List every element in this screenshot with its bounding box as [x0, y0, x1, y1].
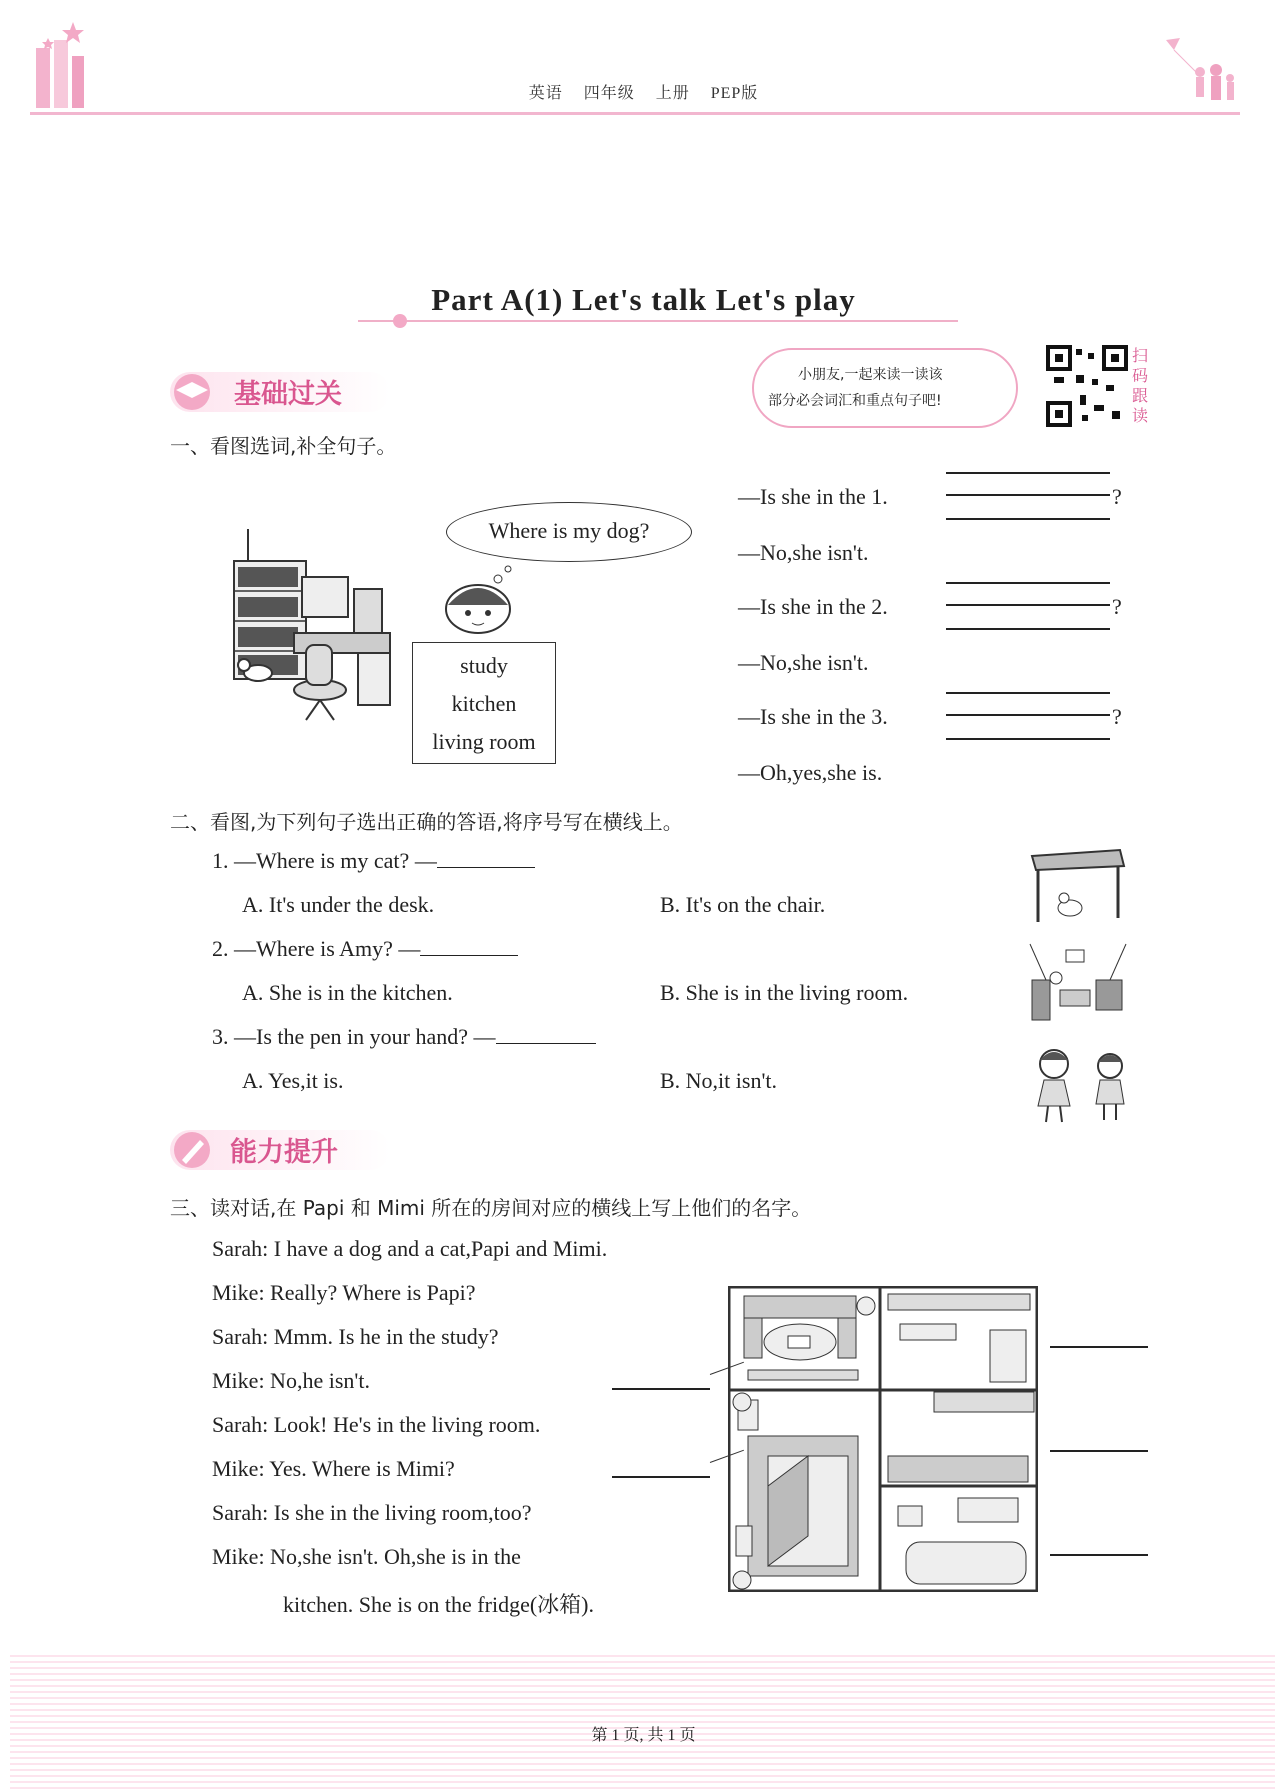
living-room-icon	[1026, 940, 1130, 1024]
option-3b: B. No,it isn't.	[660, 1068, 778, 1093]
word-option: study	[460, 653, 508, 678]
girls-icon	[1026, 1044, 1136, 1126]
header-info	[0, 80, 1287, 103]
section2-instruction: 二、看图,为下列句子选出正确的答语,将序号写在横线上。	[170, 810, 683, 834]
qr-code-icon	[1046, 345, 1128, 427]
dialogue-line-3: —Is she in the 2.	[738, 594, 888, 619]
s3-dialogue-line: Mike: No,she isn't. Oh,she is in the	[212, 1544, 521, 1569]
question-mark: ?	[1112, 484, 1122, 509]
living-room-amy-illustration	[1026, 940, 1130, 1024]
dialogue-line-1: —Is she in the 1.	[738, 484, 888, 509]
answer-blank-living-room[interactable]	[612, 1388, 710, 1390]
qr-label-char: 码	[1132, 366, 1149, 385]
answer-blank-study[interactable]	[1050, 1450, 1148, 1452]
dialogue-line-4: —No,she isn't.	[738, 650, 869, 675]
word-option: living room	[432, 729, 536, 754]
question-mark: ?	[1112, 594, 1122, 619]
qr-label-char: 跟	[1132, 386, 1149, 405]
kids-kite-illustration	[1160, 36, 1240, 116]
question-2-text: 2. —Where is Amy? —	[212, 936, 421, 961]
option-1a: A. It's under the desk.	[242, 892, 435, 917]
option-2b: B. She is in the living room.	[660, 980, 909, 1005]
question-2	[212, 936, 518, 962]
word-box	[412, 642, 556, 764]
qr-bubble	[752, 348, 1018, 428]
girl-face-icon	[436, 565, 526, 635]
s3-dialogue-line: Mike: Yes. Where is Mimi?	[212, 1456, 455, 1481]
question-mark: ?	[1112, 704, 1122, 729]
word-option: kitchen	[451, 691, 517, 716]
floor-plan	[728, 1286, 1038, 1592]
qr-code[interactable]	[1046, 345, 1128, 427]
blank-guide	[946, 518, 1110, 520]
blank-guide	[946, 628, 1110, 630]
qr-bubble-line1: 小朋友,一起来读一读该	[798, 367, 943, 383]
s3-dialogue-line: Sarah: Mmm. Is he in the study?	[212, 1324, 499, 1349]
option-2a: A. She is in the kitchen.	[242, 980, 453, 1005]
question-1-text: 1. —Where is my cat? —	[212, 848, 437, 873]
section-basic-tag	[170, 372, 390, 412]
kids-icon	[1160, 36, 1240, 116]
s3-dialogue-line: Sarah: Look! He's in the living room.	[212, 1412, 541, 1437]
answer-blank-bedroom[interactable]	[612, 1476, 710, 1478]
blank-guide	[946, 738, 1110, 740]
qr-label-char: 读	[1132, 406, 1149, 425]
header-subject: 英语	[528, 85, 563, 102]
header-edition: PEP版	[710, 85, 759, 102]
section1-instruction: 一、看图选词,补全句子。	[170, 434, 397, 458]
s3-dialogue-line: Sarah: I have a dog and a cat,Papi and Mimi.	[212, 1236, 608, 1261]
header-divider	[30, 112, 1240, 115]
option-1b: B. It's on the chair.	[660, 892, 826, 917]
header-grade: 四年级	[583, 85, 635, 102]
floor-plan-diagram	[728, 1286, 1038, 1592]
cat-under-desk-illustration	[1026, 844, 1126, 924]
page-number: 第 1 页, 共 1 页	[591, 1727, 696, 1744]
qr-label	[1132, 346, 1154, 426]
dialogue-line-6: —Oh,yes,she is.	[738, 760, 883, 785]
girl-thinking-illustration	[436, 565, 526, 635]
answer-blank-q1[interactable]	[437, 867, 535, 868]
question-3-text: 3. —Is the pen in your hand? —	[212, 1024, 496, 1049]
page-title: Part A(1) Let's talk Let's play	[431, 282, 856, 317]
blank-guide	[946, 582, 1110, 584]
answer-blank-bathroom[interactable]	[1050, 1554, 1148, 1556]
speech-bubble	[446, 502, 692, 562]
speech-bubble-text: Where is my dog?	[488, 518, 650, 543]
section-advanced-tag	[170, 1130, 390, 1170]
answer-blank-1[interactable]	[946, 494, 1110, 496]
answer-blank-kitchen[interactable]	[1050, 1346, 1148, 1348]
question-3	[212, 1024, 596, 1050]
rocket-icon	[170, 1130, 216, 1170]
section-advanced-label: 能力提升	[230, 1137, 338, 1168]
study-room-illustration	[228, 525, 398, 725]
dialogue-line-5: —Is she in the 3.	[738, 704, 888, 729]
question-1	[212, 848, 535, 874]
two-girls-illustration	[1026, 1044, 1136, 1126]
option-3a: A. Yes,it is.	[242, 1068, 344, 1093]
study-room-icon	[228, 525, 398, 725]
qr-label-char: 扫	[1132, 346, 1149, 365]
header-volume: 上册	[655, 85, 690, 102]
answer-blank-3[interactable]	[946, 714, 1110, 716]
desk-cat-icon	[1026, 844, 1126, 924]
s3-dialogue-line: Mike: Really? Where is Papi?	[212, 1280, 476, 1305]
graduation-cap-icon	[170, 372, 216, 412]
section-basic-label: 基础过关	[234, 379, 342, 410]
dialogue-line-2: —No,she isn't.	[738, 540, 869, 565]
title-underline	[358, 320, 958, 322]
answer-blank-q3[interactable]	[496, 1043, 596, 1044]
answer-blank-2[interactable]	[946, 604, 1110, 606]
title-dot	[393, 314, 407, 328]
answer-blank-q2[interactable]	[420, 955, 518, 956]
qr-bubble-line2: 部分必会词汇和重点句子吧!	[768, 393, 942, 409]
s3-dialogue-line: Sarah: Is she in the living room,too?	[212, 1500, 532, 1525]
s3-dialogue-line: kitchen. She is on the fridge(冰箱).	[283, 1592, 594, 1617]
blank-guide	[946, 692, 1110, 694]
s3-dialogue-line: Mike: No,he isn't.	[212, 1368, 370, 1393]
section3-instruction: 三、读对话,在 Papi 和 Mimi 所在的房间对应的横线上写上他们的名字。	[170, 1196, 812, 1220]
blank-guide	[946, 472, 1110, 474]
